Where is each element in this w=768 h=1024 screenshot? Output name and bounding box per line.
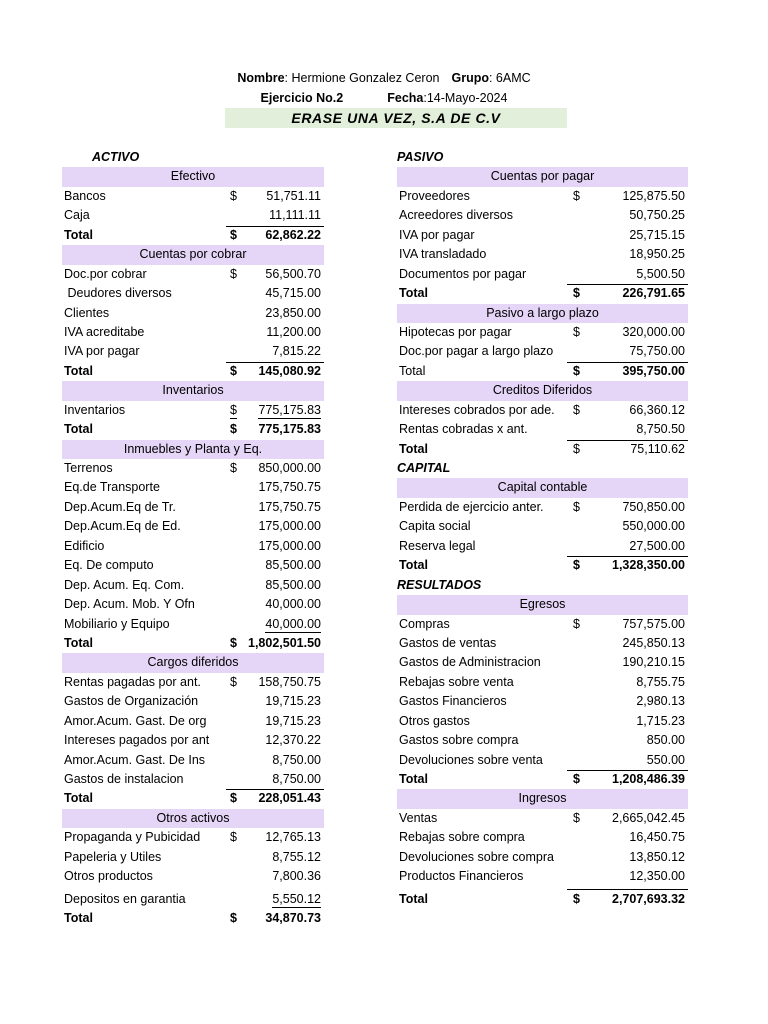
total-amount: 145,080.92 [258,363,321,378]
table-row [62,576,324,595]
row-name: Mobiliario y Equipo [64,616,170,631]
total-row [62,420,324,439]
table-row [62,401,324,420]
table-row [397,634,688,653]
inmuebles-heading: Inmuebles y Planta y Eq. [62,440,324,459]
row-name: Propaganda y Pubicidad [64,830,201,845]
total-currency: $ [573,558,580,573]
row-name: Productos Financieros [399,869,524,884]
row-amount: 757,575.00 [622,616,685,631]
row-currency: $ [230,188,237,203]
total-label: Total [399,772,428,786]
row-name: Rebajas sobre compra [399,830,525,845]
table-row [62,304,324,323]
row-name: Bancos [64,188,106,203]
row-name: Gastos de ventas [399,635,497,650]
resultados-title: RESULTADOS [397,577,482,592]
table-row [397,848,688,867]
row-amount: 245,850.13 [622,635,685,650]
total-currency: $ [573,441,580,456]
table-row [397,187,688,206]
nombre-value: : Hermione Gonzalez Ceron [284,71,440,85]
row-name: IVA por pagar [64,344,140,359]
table-row [62,887,324,909]
row-amount: 5,500.50 [636,266,685,281]
row-name: Gastos de Administracion [399,655,541,670]
row-name: IVA por pagar [399,227,475,242]
row-amount: 190,210.15 [622,655,685,670]
table-row [397,537,688,556]
row-amount: 8,755.75 [636,674,685,689]
row-currency: $ [573,324,580,339]
table-row [397,517,688,536]
cuentas-cobrar-heading: Cuentas por cobrar [62,245,324,264]
total-currency: $ [230,422,237,437]
row-amount: 85,500.00 [265,558,321,573]
inventarios-heading: Inventarios [62,381,324,400]
row-name: Amor.Acum. Gast. De org [64,713,207,728]
row-name: Ventas [399,810,438,825]
cuentas-pagar-heading: Cuentas por pagar [397,167,688,186]
pasivo-title: PASIVO [397,150,444,164]
row-amount: 66,360.12 [629,402,685,417]
table-row [62,751,324,770]
row-amount: 27,500.00 [629,538,685,553]
row-name: Dep.Acum.Eq de Ed. [64,519,181,534]
total-label: Total [399,441,428,456]
row-amount: 56,500.70 [265,266,321,281]
row-amount: 75,750.00 [629,344,685,359]
row-amount: 19,715.23 [265,713,321,728]
total-currency: $ [230,910,237,925]
table-row [62,731,324,750]
otros-activos-heading: Otros activos [62,809,324,828]
table-row [62,517,324,536]
total-label: Total [399,891,428,906]
row-amount: 175,000.00 [258,519,321,534]
total-label: Total [64,910,93,925]
row-name: Inventarios [64,402,126,417]
table-row [62,848,324,867]
row-amount: 19,715.23 [265,694,321,709]
nombre-label: Nombre [237,71,285,85]
row-currency: $ [573,810,580,825]
row-name: Papeleria y Utiles [64,849,162,864]
row-name: IVA acreditabe [64,324,145,339]
row-amount: 8,750.00 [272,772,321,786]
table-row [62,323,324,342]
table-row [397,498,688,517]
row-name: Otros gastos [399,713,470,728]
row-name: Documentos por pagar [399,266,527,281]
row-currency: $ [230,402,237,417]
total-label: Total [399,363,426,378]
row-amount: 40,000.00 [265,616,321,631]
total-label: Total [64,227,93,242]
table-row [62,673,324,692]
row-amount: 11,200.00 [266,324,321,339]
row-amount: 550,000.00 [622,519,685,534]
header-line-2 [0,91,768,105]
row-currency: $ [573,616,580,631]
egresos-heading: Egresos [397,595,688,614]
total-currency: $ [573,772,580,786]
capital-title: CAPITAL [397,461,451,475]
total-row [62,226,324,245]
row-name: Rebajas sobre venta [399,674,514,689]
row-amount: 50,750.25 [629,208,685,223]
row-amount: 12,370.22 [265,733,321,748]
table-row [62,867,324,886]
company-name: ERASE UNA VEZ, S.A DE C.V [225,108,567,128]
row-name: Reserva legal [399,538,476,553]
table-row [397,226,688,245]
row-name: Gastos de instalacion [64,772,184,786]
ejercicio-label: Ejercicio No.2 [260,91,344,105]
row-amount: 11,111.11 [269,208,321,223]
table-row [62,692,324,711]
row-amount: 25,715.15 [629,227,685,242]
table-row [397,653,688,672]
row-amount: 320,000.00 [622,324,685,339]
row-amount: 5,550.12 [272,891,321,906]
table-row [397,245,688,264]
row-amount: 23,850.00 [265,305,321,320]
table-row [62,556,324,575]
table-row [397,692,688,711]
total-label: Total [399,558,428,573]
creditos-diferidos-heading: Creditos Diferidos [397,381,688,400]
total-row [62,634,324,653]
row-name: Eq.de Transporte [64,480,160,495]
row-name: Hipotecas por pagar [399,324,512,339]
row-name: Gastos sobre compra [399,733,519,748]
table-row [62,595,324,614]
row-amount: 8,755.12 [272,849,321,864]
largo-plazo-heading: Pasivo a largo plazo [397,304,688,323]
row-name: Otros productos [64,869,153,884]
total-row [397,770,688,789]
total-amount: 2,707,693.32 [612,891,685,906]
row-currency: $ [230,461,237,475]
row-currency: $ [230,674,237,689]
total-row [397,556,688,575]
row-amount: 175,750.75 [258,499,321,514]
total-label: Total [64,791,93,806]
table-row [397,323,688,342]
row-name: Dep.Acum.Eq de Tr. [64,499,176,514]
row-name: Devoluciones sobre venta [399,752,543,767]
total-amount: 62,862.22 [265,227,321,242]
row-currency: $ [573,188,580,203]
activo-column [62,148,324,928]
total-row [62,789,324,808]
table-row [397,809,688,828]
table-row [397,731,688,750]
grupo-value: : 6AMC [488,71,531,85]
row-name: Edificio [64,538,105,553]
table-row [62,615,324,634]
row-name: IVA transladado [399,247,487,262]
total-currency: $ [230,635,237,650]
row-name: Terrenos [64,461,113,475]
table-row [397,673,688,692]
total-currency: $ [573,891,580,906]
row-amount: 2,980.13 [636,694,685,709]
efectivo-heading: Efectivo [62,167,324,186]
ingresos-heading: Ingresos [397,789,688,808]
total-amount: 75,110.62 [630,441,685,456]
row-amount: 1,715.23 [636,713,685,728]
row-currency: $ [573,499,580,514]
total-row [397,284,688,303]
row-name: Intereses cobrados por ade. [399,402,555,417]
row-name: Eq. De computo [64,558,154,573]
row-name: Doc.por pagar a largo plazo [399,344,554,359]
total-amount: 395,750.00 [622,363,685,378]
row-name: Intereses pagados por ant [64,733,210,748]
total-currency: $ [230,791,237,806]
row-currency: $ [230,266,237,281]
table-row [397,401,688,420]
table-row [62,342,324,361]
total-amount: 775,175.83 [258,422,321,437]
row-name: Caja [64,208,90,223]
row-name: Gastos Financieros [399,694,507,709]
row-amount: 850.00 [646,733,685,748]
pasivo-column [397,148,688,909]
table-row [62,265,324,284]
row-amount: 850,000.00 [258,461,321,475]
total-amount: 228,051.43 [258,791,321,806]
row-name: Clientes [64,305,110,320]
row-amount: 40,000.00 [265,597,321,612]
total-row [62,909,324,928]
total-amount: 1,208,486.39 [612,772,685,786]
row-name: Gastos de Organización [64,694,199,709]
row-name: Devoluciones sobre compra [399,849,554,864]
row-name: Acreedores diversos [399,208,513,223]
table-row [62,459,324,478]
row-name: Proveedores [399,188,470,203]
cargos-diferidos-heading: Cargos diferidos [62,653,324,672]
table-row [397,712,688,731]
row-amount: 18,950.25 [629,247,685,262]
row-currency: $ [230,830,237,845]
row-name: Rentas cobradas x ant. [399,422,528,437]
table-row [62,284,324,303]
row-name: Deudores diversos [64,286,172,301]
total-label: Total [399,286,428,301]
table-row [397,867,688,886]
total-currency: $ [230,363,237,378]
row-amount: 12,765.13 [265,830,321,845]
activo-title: ACTIVO [92,150,140,164]
row-amount: 175,750.75 [258,480,321,495]
row-name: Doc.por cobrar [64,266,147,281]
total-row [397,440,688,459]
row-name: Dep. Acum. Eq. Com. [64,577,185,592]
row-amount: 750,850.00 [622,499,685,514]
table-row [397,615,688,634]
table-row [62,478,324,497]
row-amount: 125,875.50 [622,188,685,203]
row-amount: 7,815.22 [272,344,321,359]
capital-contable-heading: Capital contable [397,478,688,497]
row-amount: 12,350.00 [629,869,685,884]
total-label: Total [64,363,93,378]
row-amount: 8,750.00 [272,752,321,767]
total-label: Total [64,422,93,437]
table-row [397,828,688,847]
total-amount: 1,802,501.50 [248,635,321,650]
total-amount: 1,328,350.00 [612,558,685,573]
row-amount: 45,715.00 [265,286,321,301]
total-label: Total [64,635,93,650]
row-name: Rentas pagadas por ant. [64,674,201,689]
row-amount: 85,500.00 [265,577,321,592]
row-amount: 51,751.11 [266,188,321,203]
row-name: Perdida de ejercicio anter. [399,499,544,514]
row-name: Capita social [399,519,471,534]
table-row [62,770,324,789]
row-name: Dep. Acum. Mob. Y Ofn [64,597,195,612]
total-currency: $ [573,363,580,378]
row-amount: 175,000.00 [258,538,321,553]
total-row [397,887,688,909]
row-amount: 775,175.83 [258,402,321,417]
table-row [397,751,688,770]
total-currency: $ [230,227,237,242]
table-row [62,712,324,731]
table-row [62,206,324,225]
table-row [62,537,324,556]
row-name: Compras [399,616,450,631]
total-row [397,362,688,381]
header-line-1 [0,71,768,85]
table-row [397,420,688,439]
total-currency: $ [573,286,580,301]
row-currency: $ [573,402,580,417]
row-name: Depositos en garantia [64,891,186,906]
table-row [62,828,324,847]
row-amount: 8,750.50 [636,422,685,437]
row-name: Amor.Acum. Gast. De Ins [64,752,206,767]
row-amount: 13,850.12 [629,849,685,864]
row-amount: 550.00 [646,752,685,767]
row-amount: 158,750.75 [258,674,321,689]
row-amount: 7,800.36 [272,869,321,884]
table-row [397,206,688,225]
total-amount: 34,870.73 [265,910,321,925]
table-row [62,187,324,206]
table-row [397,265,688,284]
total-amount: 226,791.65 [622,286,685,301]
total-row [62,362,324,381]
grupo-label: Grupo [451,71,489,85]
fecha-value: :14-Mayo-2024 [423,91,508,105]
table-row [397,342,688,361]
table-row [62,498,324,517]
row-amount: 16,450.75 [629,830,685,845]
fecha-label: Fecha [387,91,424,105]
row-amount: 2,665,042.45 [612,810,685,825]
